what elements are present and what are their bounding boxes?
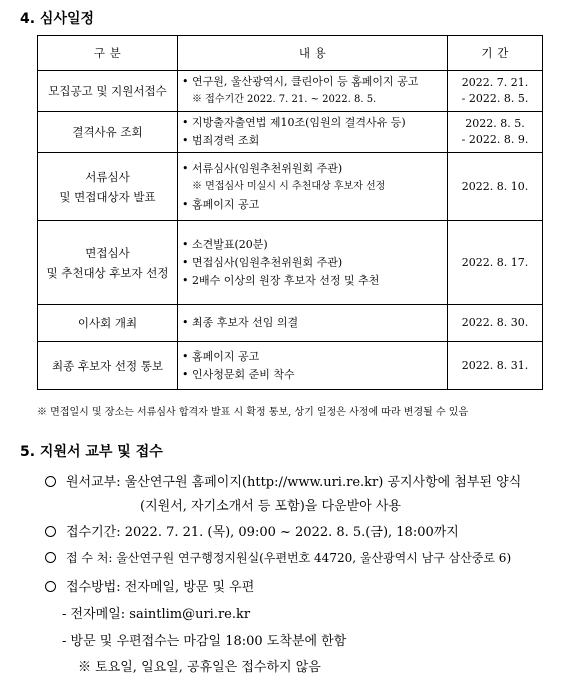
content-bullet: • 홈페이지 공고 [182, 349, 260, 363]
period-line: 2022. 8. 30. [461, 316, 529, 329]
category-line: 면접심사 [85, 245, 130, 260]
category-cell [38, 342, 178, 390]
content-cell [178, 153, 448, 221]
category-line: 모집공고 및 지원서접수 [48, 84, 167, 98]
header-category: 구 분 [38, 36, 178, 71]
period-line: - 2022. 8. 9. [461, 133, 529, 146]
table-row [38, 305, 543, 342]
period-line: - 2022. 8. 5. [461, 92, 529, 105]
category-line: 및 면접대상자 발표 [59, 189, 156, 204]
period-cell [448, 342, 543, 390]
section4-title: 4. 심사일정 [20, 11, 95, 27]
period-line: 2022. 7. 21. [461, 76, 529, 89]
item-text: 접수방법: 전자메일, 방문 및 우편 [66, 580, 255, 595]
content-bullet: • 2배수 이상의 원장 후보자 선정 및 추천 [182, 273, 380, 287]
list-item-distribution [45, 471, 521, 490]
table-header-row [38, 36, 543, 71]
category-cell [38, 112, 178, 153]
list-item-period [45, 521, 459, 540]
content-bullet: • 지방출자출연법 제10조(임원의 결격사유 등) [182, 116, 406, 129]
circle-bullet-icon [45, 526, 56, 537]
period-cell [448, 71, 543, 112]
category-cell [38, 71, 178, 112]
content-bullet: • 홈페이지 공고 [182, 197, 260, 211]
category-line: 및 추천대상 후보자 선정 [46, 265, 169, 280]
distribution-continuation: (지원서, 자기소개서 등 포함)을 다운받아 사용 [140, 499, 401, 514]
circle-bullet-icon [45, 552, 56, 563]
table-row [38, 221, 543, 305]
circle-bullet-icon [45, 581, 56, 592]
content-bullet: • 인사청문회 준비 착수 [182, 367, 295, 381]
period-line: 2022. 8. 31. [461, 358, 529, 372]
header-content: 내 용 [178, 36, 448, 71]
holiday-note: ※ 토요일, 일요일, 공휴일은 접수하지 않음 [78, 660, 321, 675]
content-bullet: • 연구원, 울산광역시, 클린아이 등 홈페이지 공고 [182, 75, 419, 88]
header-period: 기 간 [448, 36, 543, 71]
table-footnote: ※ 면접일시 및 장소는 서류심사 합격자 발표 시 확정 통보, 상기 일정은 사정에 따라 변경될 수 있음 [37, 407, 469, 418]
category-line: 결격사유 조회 [72, 125, 143, 139]
period-line: 2022. 8. 5. [465, 117, 525, 130]
section5-title: 5. 지원서 교부 및 접수 [20, 444, 163, 460]
period-line: 2022. 8. 17. [461, 255, 529, 269]
table-row [38, 342, 543, 390]
schedule-table [37, 35, 543, 390]
content-cell [178, 221, 448, 305]
table-row [38, 71, 543, 112]
content-bullet: • 소견발표(20분) [182, 237, 268, 251]
category-cell [38, 221, 178, 305]
category-cell [38, 153, 178, 221]
period-line: 2022. 8. 10. [461, 179, 529, 193]
category-line: 최종 후보자 선정 통보 [52, 358, 163, 373]
category-cell [38, 305, 178, 342]
table-row [38, 153, 543, 221]
content-note: ※ 접수기간 2022. 7. 21. ~ 2022. 8. 5. [192, 94, 377, 105]
period-cell [448, 305, 543, 342]
table-row [38, 112, 543, 153]
period-cell [448, 112, 543, 153]
content-bullet: • 범죄경력 조회 [182, 134, 260, 147]
item-text: 원서교부: 울산연구원 홈페이지(http://www.uri.re.kr) 공지사항에 첨부된 양식 [66, 475, 522, 490]
content-bullet: • 서류심사(임원추천위원회 주관) [182, 161, 343, 175]
content-cell [178, 305, 448, 342]
list-item-method [45, 576, 254, 595]
content-note: ※ 면접심사 미실시 시 추천대상 후보자 선정 [192, 180, 386, 192]
period-cell [448, 153, 543, 221]
item-text: 접 수 처: 울산연구원 연구행정지원실(우편번호 44720, 울산광역시 남구 삼산중로 6) [66, 551, 512, 565]
content-cell [178, 71, 448, 112]
content-bullet: • 면접심사(임원추천위원회 주관) [182, 255, 343, 269]
visit-line: - 방문 및 우편접수는 마감일 18:00 도착분에 한함 [62, 634, 347, 649]
content-cell [178, 112, 448, 153]
list-item-place [45, 549, 511, 566]
content-bullet: • 최종 후보자 선임 의결 [182, 316, 299, 329]
circle-bullet-icon [45, 476, 56, 487]
period-cell [448, 221, 543, 305]
email-line: - 전자메일: saintlim@uri.re.kr [62, 607, 251, 622]
category-line: 서류심사 [85, 169, 130, 184]
item-text: 접수기간: 2022. 7. 21. (목), 09:00 ~ 2022. 8. 5.(금), 18:00까지 [66, 525, 459, 540]
content-cell [178, 342, 448, 390]
category-line: 이사회 개최 [77, 316, 138, 330]
